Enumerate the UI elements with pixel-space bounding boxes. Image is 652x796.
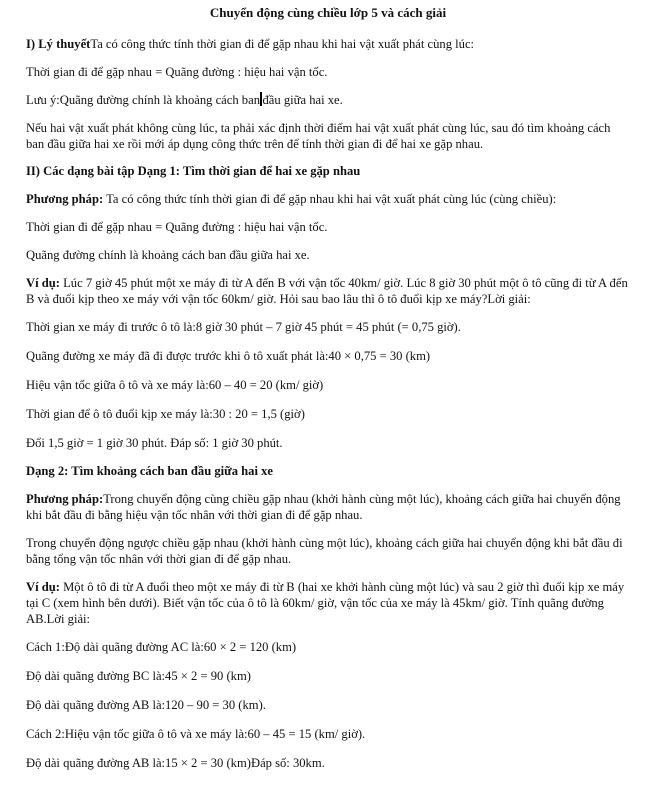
example-label: Ví dụ: bbox=[26, 580, 60, 594]
method-text: Ta có công thức tính thời gian đi để gặp nhau khi hai vật xuất phát cùng lúc (cùng chiều): bbox=[103, 192, 557, 206]
paragraph: Trong chuyển động ngược chiều gặp nhau (khởi hành cùng một lúc), khoảng cách giữa hai chuyển động khi bắt đầu đi bằng tổng vận tốc nhân với thời gian đi để gặp nhau. bbox=[26, 536, 623, 566]
solution-step: Cách 2:Hiệu vận tốc giữa ô tô và xe máy là:60 – 45 = 15 (km/ giờ). bbox=[26, 727, 366, 741]
note-text-end: đầu giữa hai xe. bbox=[262, 93, 343, 107]
example-paragraph bbox=[26, 275, 630, 307]
formula-line: Thời gian đi để gặp nhau = Quãng đường : hiệu hai vận tốc. bbox=[26, 65, 328, 79]
paragraph-text: Ta có công thức tính thời gian đi để gặp nhau khi hai vật xuất phát cùng lúc: bbox=[90, 37, 475, 51]
document-page bbox=[26, 0, 630, 771]
note-text-start: Lưu ý:Quãng đường chính là khoảng cách ban bbox=[26, 93, 260, 107]
page-title: Chuyển động cùng chiều lớp 5 và cách giải bbox=[209, 5, 447, 20]
section-heading bbox=[26, 463, 630, 479]
method-paragraph bbox=[26, 491, 630, 523]
formula-line: Thời gian đi để gặp nhau = Quãng đường : hiệu hai vận tốc. bbox=[26, 220, 328, 234]
solution-step: Thời gian để ô tô đuổi kịp xe máy là:30 : 20 = 1,5 (giờ) bbox=[26, 407, 305, 421]
section-heading bbox=[26, 163, 630, 179]
solution-step: Thời gian xe máy đi trước ô tô là:8 giờ 30 phút – 7 giờ 45 phút = 45 phút (= 0,75 giờ). bbox=[26, 320, 461, 334]
example-paragraph bbox=[26, 579, 630, 627]
solution-step: Độ dài quãng đường AB là:15 × 2 = 30 (km)Đáp số: 30km. bbox=[26, 756, 325, 770]
solution-step: Đổi 1,5 giờ = 1 giờ 30 phút. Đáp số: 1 giờ 30 phút. bbox=[26, 436, 283, 450]
solution-step: Cách 1:Độ dài quãng đường AC là:60 × 2 = 120 (km) bbox=[26, 640, 297, 654]
solution-step: Quãng đường xe máy đã đi được trước khi ô tô xuất phát là:40 × 0,75 = 30 (km) bbox=[26, 349, 431, 363]
example-text: Một ô tô đi từ A đuổi theo một xe máy đi từ B (hai xe khởi hành cùng một lúc) và sau 2 giờ thì đuổi kịp xe máy tại C (xem hình bên dưới). Biết vận tốc của ô tô là 60km/ giờ, vận tốc của xe máy là 45km/ giờ. Tính quãng đường AB.Lời giải: bbox=[26, 580, 625, 626]
solution-step: Độ dài quãng đường AB là:120 – 90 = 30 (km). bbox=[26, 698, 266, 712]
section-heading-text: II) Các dạng bài tập Dạng 1: Tìm thời gian để hai xe gặp nhau bbox=[26, 164, 361, 178]
method-paragraph bbox=[26, 191, 630, 207]
example-text: Lúc 7 giờ 45 phút một xe máy đi từ A đến B với vận tốc 40km/ giờ. Lúc 8 giờ 30 phút một ô tô cũng đi từ A đến B và đuổi kịp theo xe máy với vận tốc 60km/ giờ. Hỏi sau bao lâu thì ô tô đuổi kịp xe máy?Lời giải: bbox=[26, 276, 628, 306]
example-label: Ví dụ: bbox=[26, 276, 60, 290]
note-line bbox=[26, 92, 630, 108]
method-text: Trong chuyển động cùng chiều gặp nhau (khởi hành cùng một lúc), khoảng cách giữa hai chuyển động khi bắt đầu đi bằng hiệu vận tốc nhân với thời gian đi để gặp nhau. bbox=[26, 492, 621, 522]
section-heading: I) Lý thuyết bbox=[26, 37, 91, 51]
solution-step: Hiệu vận tốc giữa ô tô và xe máy là:60 – 40 = 20 (km/ giờ) bbox=[26, 378, 324, 392]
method-label: Phương pháp: bbox=[26, 492, 104, 506]
method-label: Phương pháp: bbox=[26, 192, 104, 206]
section-theory bbox=[26, 36, 630, 52]
text-cursor bbox=[260, 92, 262, 106]
section-heading-text: Dạng 2: Tìm khoảng cách ban đầu giữa hai xe bbox=[26, 464, 274, 478]
solution-step: Độ dài quãng đường BC là:45 × 2 = 90 (km) bbox=[26, 669, 251, 683]
paragraph: Nếu hai vật xuất phát không cùng lúc, ta phải xác định thời điểm hai vật xuất phát cùng lúc, sau đó tìm khoảng cách ban đầu giữa hai xe rồi mới áp dụng công thức trên để tính thời gian đi để hai xe gặp nhau. bbox=[26, 121, 611, 151]
note-line: Quãng đường chính là khoảng cách ban đầu giữa hai xe. bbox=[26, 248, 310, 262]
